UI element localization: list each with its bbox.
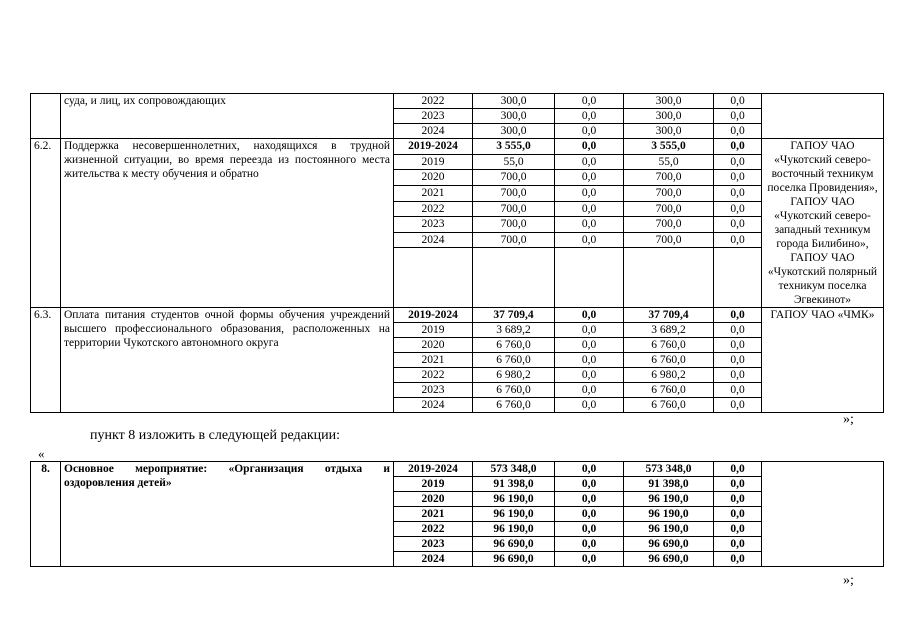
- regional-cell: 6 760,0: [624, 353, 714, 368]
- other-cell: 0,0: [714, 522, 762, 537]
- table-row: [31, 94, 884, 109]
- other-cell: 0,0: [714, 507, 762, 522]
- federal-cell: 0,0: [555, 124, 624, 139]
- item-number: [31, 94, 61, 139]
- total-cell: 700,0: [473, 232, 555, 248]
- federal-cell: 0,0: [555, 338, 624, 353]
- other-cell: 0,0: [714, 368, 762, 383]
- year-cell: 2024: [394, 398, 473, 413]
- other-cell: 0,0: [714, 398, 762, 413]
- program-table-1: [30, 93, 884, 413]
- year-cell: 2023: [394, 537, 473, 552]
- federal-cell: 0,0: [555, 323, 624, 338]
- regional-cell: 700,0: [624, 185, 714, 201]
- year-cell: 2019: [394, 154, 473, 170]
- federal-cell: 0,0: [555, 217, 624, 233]
- year-cell: 2019-2024: [394, 308, 473, 323]
- other-cell: 0,0: [714, 338, 762, 353]
- total-cell: 96 190,0: [473, 522, 555, 537]
- other-cell: 0,0: [714, 154, 762, 170]
- regional-cell: 96 190,0: [624, 522, 714, 537]
- regional-cell: 6 760,0: [624, 383, 714, 398]
- regional-cell: 300,0: [624, 124, 714, 139]
- federal-cell: 0,0: [555, 368, 624, 383]
- year-cell: 2021: [394, 507, 473, 522]
- federal-cell: 0,0: [555, 383, 624, 398]
- other-cell: 0,0: [714, 308, 762, 323]
- federal-cell: 0,0: [555, 109, 624, 124]
- regional-cell: 91 398,0: [624, 477, 714, 492]
- year-cell: 2021: [394, 185, 473, 201]
- regional-cell: 700,0: [624, 170, 714, 186]
- regional-cell: 300,0: [624, 94, 714, 109]
- federal-cell: 0,0: [555, 522, 624, 537]
- regional-cell: 55,0: [624, 154, 714, 170]
- opening-quote: «: [38, 446, 45, 461]
- executor-cell: [762, 94, 884, 139]
- federal-cell: 0,0: [555, 552, 624, 567]
- empty-cell: [555, 248, 624, 308]
- federal-cell: 0,0: [555, 308, 624, 323]
- federal-cell: 0,0: [555, 232, 624, 248]
- other-cell: 0,0: [714, 139, 762, 155]
- empty-cell: [473, 248, 555, 308]
- year-cell: 2019: [394, 477, 473, 492]
- total-cell: 96 190,0: [473, 492, 555, 507]
- total-cell: 3 555,0: [473, 139, 555, 155]
- federal-cell: 0,0: [555, 398, 624, 413]
- other-cell: 0,0: [714, 537, 762, 552]
- total-cell: 700,0: [473, 185, 555, 201]
- year-cell: 2020: [394, 338, 473, 353]
- other-cell: 0,0: [714, 477, 762, 492]
- federal-cell: 0,0: [555, 353, 624, 368]
- total-cell: 6 760,0: [473, 353, 555, 368]
- federal-cell: 0,0: [555, 507, 624, 522]
- other-cell: 0,0: [714, 383, 762, 398]
- regional-cell: 700,0: [624, 232, 714, 248]
- federal-cell: 0,0: [555, 185, 624, 201]
- federal-cell: 0,0: [555, 201, 624, 217]
- other-cell: 0,0: [714, 109, 762, 124]
- regional-cell: 96 190,0: [624, 492, 714, 507]
- other-cell: 0,0: [714, 492, 762, 507]
- federal-cell: 0,0: [555, 154, 624, 170]
- federal-cell: 0,0: [555, 94, 624, 109]
- item-number: 6.2.: [31, 139, 61, 308]
- other-cell: 0,0: [714, 170, 762, 186]
- item-name: Основное мероприятие: «Организация отдыха и оздоровления детей»: [61, 462, 394, 567]
- total-cell: 3 689,2: [473, 323, 555, 338]
- other-cell: 0,0: [714, 462, 762, 477]
- federal-cell: 0,0: [555, 170, 624, 186]
- other-cell: 0,0: [714, 232, 762, 248]
- closing-quote: »;: [843, 412, 854, 427]
- total-cell: 300,0: [473, 124, 555, 139]
- year-cell: 2023: [394, 217, 473, 233]
- year-cell: 2022: [394, 368, 473, 383]
- total-cell: 37 709,4: [473, 308, 555, 323]
- year-cell: 2020: [394, 170, 473, 186]
- table-row: [31, 462, 884, 477]
- item-name: Поддержка несовершеннолетних, находящихся в трудной жизненной ситуации, во время переезда из постоянного места жительства к месту обучения и обратно: [61, 139, 394, 308]
- item-number: 8.: [31, 462, 61, 567]
- regional-cell: 700,0: [624, 217, 714, 233]
- executor-cell: ГАПОУ ЧАО «Чукотский северо-восточный техникум поселка Провидения», ГАПОУ ЧАО «Чукотский северо-западный техникум города Билибино», ГАПОУ ЧАО «Чукотский полярный техникум поселка Эгвекинот»: [762, 139, 884, 308]
- total-cell: 6 760,0: [473, 338, 555, 353]
- executor-cell: [762, 462, 884, 567]
- year-cell: 2021: [394, 353, 473, 368]
- regional-cell: 6 760,0: [624, 338, 714, 353]
- regional-cell: 96 690,0: [624, 552, 714, 567]
- year-cell: 2019: [394, 323, 473, 338]
- total-cell: 700,0: [473, 201, 555, 217]
- executor-cell: ГАПОУ ЧАО «ЧМК»: [762, 308, 884, 413]
- year-cell: 2022: [394, 522, 473, 537]
- total-cell: 700,0: [473, 217, 555, 233]
- item-number: 6.3.: [31, 308, 61, 413]
- federal-cell: 0,0: [555, 492, 624, 507]
- empty-cell: [394, 248, 473, 308]
- year-cell: 2023: [394, 109, 473, 124]
- amendment-intro-text: пункт 8 изложить в следующей редакции:: [90, 428, 340, 443]
- total-cell: 300,0: [473, 109, 555, 124]
- item-name: Оплата питания студентов очной формы обучения учреждений высшего профессионального образования, расположенных на территории Чукотского автономного округа: [61, 308, 394, 413]
- regional-cell: 573 348,0: [624, 462, 714, 477]
- other-cell: 0,0: [714, 201, 762, 217]
- total-cell: 700,0: [473, 170, 555, 186]
- regional-cell: 6 980,2: [624, 368, 714, 383]
- year-cell: 2023: [394, 383, 473, 398]
- regional-cell: 96 190,0: [624, 507, 714, 522]
- year-cell: 2024: [394, 232, 473, 248]
- year-cell: 2019-2024: [394, 462, 473, 477]
- other-cell: 0,0: [714, 94, 762, 109]
- total-cell: 573 348,0: [473, 462, 555, 477]
- year-cell: 2024: [394, 552, 473, 567]
- empty-cell: [624, 248, 714, 308]
- regional-cell: 96 690,0: [624, 537, 714, 552]
- other-cell: 0,0: [714, 185, 762, 201]
- total-cell: 6 760,0: [473, 398, 555, 413]
- federal-cell: 0,0: [555, 462, 624, 477]
- total-cell: 6 980,2: [473, 368, 555, 383]
- item-name: суда, и лиц, их сопровождающих: [61, 94, 394, 139]
- regional-cell: 300,0: [624, 109, 714, 124]
- year-cell: 2020: [394, 492, 473, 507]
- total-cell: 91 398,0: [473, 477, 555, 492]
- regional-cell: 37 709,4: [624, 308, 714, 323]
- regional-cell: 700,0: [624, 201, 714, 217]
- empty-cell: [714, 248, 762, 308]
- federal-cell: 0,0: [555, 139, 624, 155]
- year-cell: 2022: [394, 94, 473, 109]
- total-cell: 55,0: [473, 154, 555, 170]
- regional-cell: 6 760,0: [624, 398, 714, 413]
- program-table-2: [30, 461, 884, 567]
- year-cell: 2019-2024: [394, 139, 473, 155]
- other-cell: 0,0: [714, 552, 762, 567]
- other-cell: 0,0: [714, 124, 762, 139]
- table-row: [31, 139, 884, 155]
- total-cell: 300,0: [473, 94, 555, 109]
- year-cell: 2024: [394, 124, 473, 139]
- federal-cell: 0,0: [555, 477, 624, 492]
- total-cell: 96 690,0: [473, 537, 555, 552]
- closing-quote: »;: [843, 573, 854, 588]
- regional-cell: 3 689,2: [624, 323, 714, 338]
- other-cell: 0,0: [714, 353, 762, 368]
- total-cell: 96 190,0: [473, 507, 555, 522]
- other-cell: 0,0: [714, 217, 762, 233]
- regional-cell: 3 555,0: [624, 139, 714, 155]
- total-cell: 96 690,0: [473, 552, 555, 567]
- other-cell: 0,0: [714, 323, 762, 338]
- table-row: [31, 308, 884, 323]
- federal-cell: 0,0: [555, 537, 624, 552]
- total-cell: 6 760,0: [473, 383, 555, 398]
- year-cell: 2022: [394, 201, 473, 217]
